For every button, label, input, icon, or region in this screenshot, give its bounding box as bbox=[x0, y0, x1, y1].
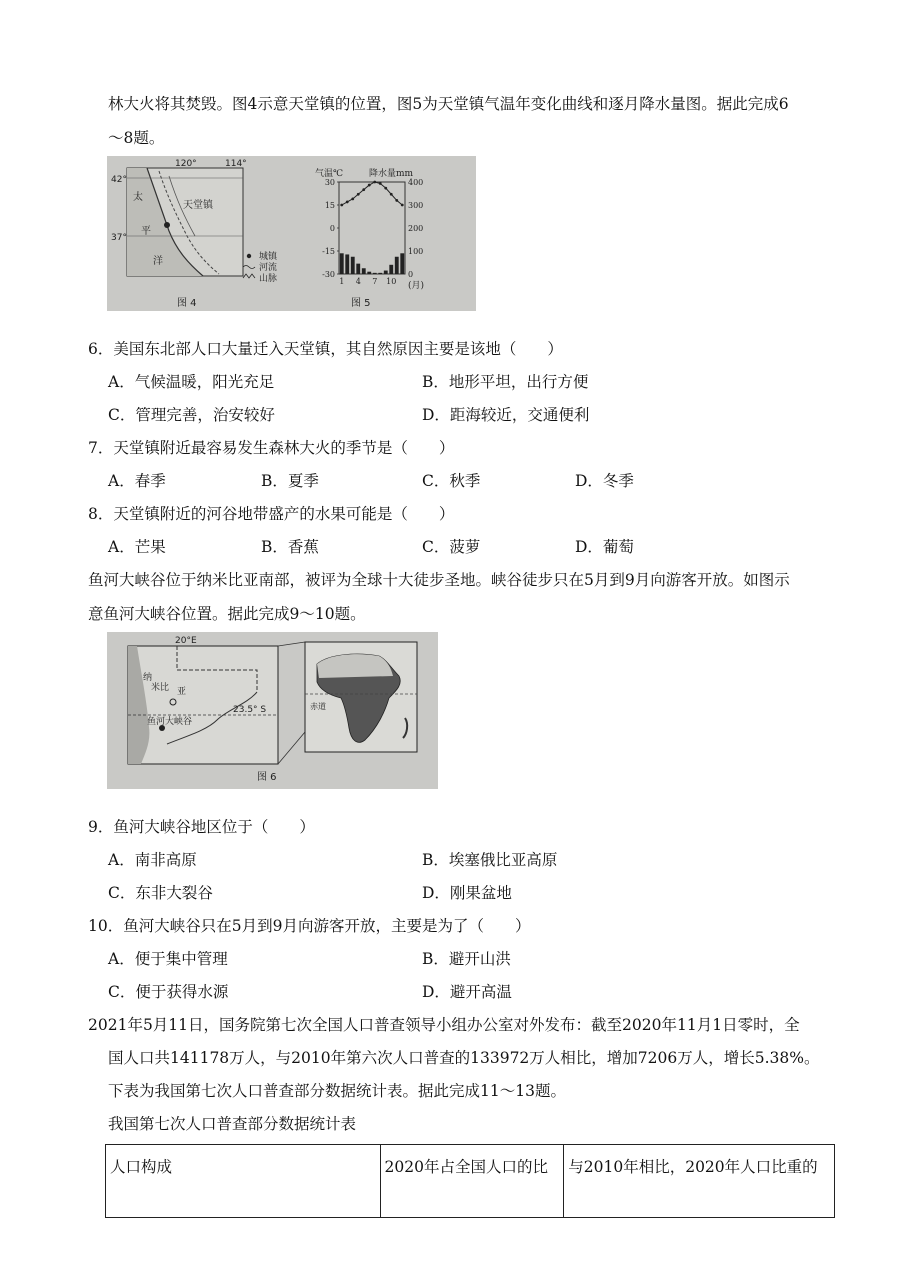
chart-left-tick-label: 0 bbox=[329, 224, 335, 233]
figure-4-5-svg bbox=[107, 156, 476, 311]
passage-line: 国人口共141178万人，与2010年第六次人口普查的133972万人相比，增加7206万人，增长5.38%。 bbox=[108, 1049, 820, 1067]
map-lat-label-37: 37° bbox=[111, 233, 127, 243]
question-10-option-a[interactable]: A．便于集中管理 bbox=[108, 950, 228, 968]
passage-line: ～8题。 bbox=[108, 129, 165, 147]
question-6-stem: 6．美国东北部人口大量迁入天堂镇，其自然原因主要是该地（ ） bbox=[88, 340, 563, 358]
legend-label: 河流 bbox=[259, 263, 278, 273]
chart-temp-point bbox=[368, 184, 371, 187]
question-8-stem: 8．天堂镇附近的河谷地带盛产的水果可能是（ ） bbox=[88, 505, 455, 523]
question-6-option-a[interactable]: A．气候温暖，阳光充足 bbox=[108, 373, 275, 391]
figure-5-caption: 图 5 bbox=[351, 298, 371, 309]
chart-temp-point bbox=[362, 188, 365, 191]
table-header-cell: 与2010年相比，2020年人口比重的 bbox=[564, 1145, 835, 1218]
table-header-cell: 2020年占全国人口的比 bbox=[380, 1145, 564, 1218]
chart-precip-bar bbox=[378, 273, 382, 274]
chart-temp-polyline bbox=[342, 182, 403, 205]
chart-x-tick-label: 7 bbox=[372, 277, 378, 286]
question-8-option-b[interactable]: B．香蕉 bbox=[261, 538, 319, 556]
passage-line: 意鱼河大峡谷位置。据此完成9～10题。 bbox=[88, 605, 366, 623]
figure-5-chart bbox=[315, 167, 424, 291]
chart-temp-point bbox=[379, 182, 382, 185]
question-8-option-c[interactable]: C．菠萝 bbox=[422, 538, 481, 556]
chart-precip-bar bbox=[400, 253, 404, 274]
question-9-stem: 9．鱼河大峡谷地区位于（ ） bbox=[88, 818, 315, 836]
passage-line: 下表为我国第七次人口普查部分数据统计表。据此完成11～13题。 bbox=[108, 1082, 566, 1100]
map-town-label: 天堂镇 bbox=[183, 200, 213, 211]
question-10-option-c[interactable]: C．便于获得水源 bbox=[108, 983, 229, 1001]
chart-temp-point bbox=[351, 197, 354, 200]
chart-temp-line bbox=[340, 181, 403, 207]
question-8-option-a[interactable]: A．芒果 bbox=[108, 538, 166, 556]
passage-line: 林大火将其焚毁。图4示意天堂镇的位置，图5为天堂镇气温年变化曲线和逐月降水量图。据此完成6 bbox=[108, 95, 789, 113]
chart-left-tick-label: 15 bbox=[324, 201, 335, 210]
detail-lon-label: 20°E bbox=[175, 636, 197, 646]
table-header-row bbox=[106, 1145, 835, 1218]
chart-x-unit: (月) bbox=[408, 281, 425, 291]
question-7-option-b[interactable]: B．夏季 bbox=[261, 472, 319, 490]
question-10-option-d[interactable]: D．避开高温 bbox=[422, 983, 512, 1001]
chart-left-tick-label: -15 bbox=[322, 247, 335, 256]
chart-precip-bar bbox=[356, 264, 360, 274]
chart-right-tick-label: 300 bbox=[408, 201, 424, 210]
chart-right-tick-label: 200 bbox=[408, 224, 424, 233]
chart-precip-bar bbox=[351, 257, 355, 274]
chart-right-tick-label: 400 bbox=[408, 178, 424, 187]
chart-precip-bar bbox=[367, 272, 371, 274]
chart-left-axis-label: 气温℃ bbox=[315, 169, 344, 179]
question-7-option-d[interactable]: D．冬季 bbox=[575, 472, 634, 490]
chart-precip-bar bbox=[362, 268, 366, 274]
question-9-option-c[interactable]: C．东非大裂谷 bbox=[108, 884, 213, 902]
chart-temp-point bbox=[390, 193, 393, 196]
figure-4-5-image bbox=[107, 156, 476, 311]
chart-temp-point bbox=[373, 181, 376, 184]
canyon-label: 鱼河大峡谷 bbox=[147, 717, 193, 727]
chart-x-tick-label: 1 bbox=[339, 277, 345, 286]
question-9-option-b[interactable]: B．埃塞俄比亚高原 bbox=[422, 851, 558, 869]
chart-x-tick-label: 4 bbox=[355, 277, 361, 286]
detail-country-char: 米比 bbox=[151, 683, 170, 693]
map-sea-char: 洋 bbox=[153, 256, 163, 267]
chart-precip-bar bbox=[389, 265, 393, 274]
question-7-option-a[interactable]: A．春季 bbox=[108, 472, 166, 490]
detail-country-char: 纳 bbox=[143, 673, 153, 683]
question-9-option-a[interactable]: A．南非高原 bbox=[108, 851, 197, 869]
question-8-option-d[interactable]: D．葡萄 bbox=[575, 538, 634, 556]
figure-4-caption: 图 4 bbox=[177, 298, 197, 309]
equator-label: 赤道 bbox=[310, 702, 326, 711]
legend-town-icon bbox=[247, 254, 251, 258]
legend-river-icon bbox=[243, 266, 255, 269]
table-header-cell: 人口构成 bbox=[106, 1145, 381, 1218]
table-title: 我国第七次人口普查部分数据统计表 bbox=[108, 1115, 357, 1133]
question-6-option-c[interactable]: C．管理完善，治安较好 bbox=[108, 406, 275, 424]
detail-lat-label: 23.5° S bbox=[233, 705, 267, 715]
detail-country-char: 亚 bbox=[177, 687, 187, 697]
figure-6-caption: 图 6 bbox=[257, 772, 277, 783]
question-7-stem: 7．天堂镇附近最容易发生森林大火的季节是（ ） bbox=[88, 439, 455, 457]
chart-precip-bars bbox=[340, 253, 404, 274]
connector-line bbox=[278, 732, 305, 764]
population-table bbox=[105, 1144, 835, 1218]
chart-left-tick-label: -30 bbox=[322, 270, 335, 279]
question-6-option-d[interactable]: D．距海较近，交通便利 bbox=[422, 406, 590, 424]
town-marker bbox=[164, 222, 170, 228]
figure-6-svg bbox=[107, 632, 438, 789]
legend-label: 城镇 bbox=[259, 252, 278, 262]
map-lat-label-42: 42° bbox=[111, 175, 127, 185]
chart-x-ticks bbox=[339, 277, 396, 286]
passage-line: 鱼河大峡谷位于纳米比亚南部，被评为全球十大徒步圣地。峡谷徒步只在5月到9月向游客开放。如图示 bbox=[88, 571, 790, 589]
figure-6-image bbox=[107, 632, 438, 789]
chart-temp-point bbox=[357, 193, 360, 196]
chart-temp-point bbox=[401, 204, 404, 207]
chart-precip-bar bbox=[395, 257, 399, 274]
chart-precip-bar bbox=[340, 253, 344, 274]
chart-right-tick-label: 0 bbox=[408, 270, 414, 279]
map-sea-char: 太 bbox=[133, 192, 143, 203]
chart-right-tick-label: 100 bbox=[408, 247, 424, 256]
chart-temp-point bbox=[395, 199, 398, 202]
question-7-option-c[interactable]: C．秋季 bbox=[422, 472, 481, 490]
chart-x-tick-label: 10 bbox=[386, 277, 397, 286]
chart-right-ticks bbox=[408, 178, 423, 279]
chart-precip-bar bbox=[373, 273, 377, 274]
chart-right-axis-label: 降水量mm bbox=[369, 169, 414, 179]
question-10-option-b[interactable]: B．避开山洪 bbox=[422, 950, 511, 968]
chart-temp-point bbox=[340, 204, 343, 207]
question-9-option-d[interactable]: D．刚果盆地 bbox=[422, 884, 512, 902]
question-6-option-b[interactable]: B．地形平坦，出行方便 bbox=[422, 373, 589, 391]
question-10-stem: 10．鱼河大峡谷只在5月到9月向游客开放，主要是为了（ ） bbox=[88, 917, 531, 935]
chart-left-ticks bbox=[322, 178, 339, 279]
legend-label: 山脉 bbox=[259, 274, 278, 284]
chart-temp-point bbox=[384, 187, 387, 190]
legend-mountain-icon bbox=[243, 274, 255, 278]
map-lon-label-114: 114° bbox=[225, 159, 247, 169]
chart-precip-bar bbox=[345, 254, 349, 274]
chart-precip-bar bbox=[384, 271, 388, 274]
passage-line: 2021年5月11日，国务院第七次全国人口普查领导小组办公室对外发布：截至2020年11月1日零时，全 bbox=[88, 1016, 800, 1034]
chart-temp-point bbox=[346, 201, 349, 204]
connector-line bbox=[278, 642, 305, 646]
map-sea-char: 平 bbox=[141, 226, 151, 237]
chart-left-tick-label: 30 bbox=[324, 178, 335, 187]
map-lon-label-120: 120° bbox=[175, 159, 197, 169]
